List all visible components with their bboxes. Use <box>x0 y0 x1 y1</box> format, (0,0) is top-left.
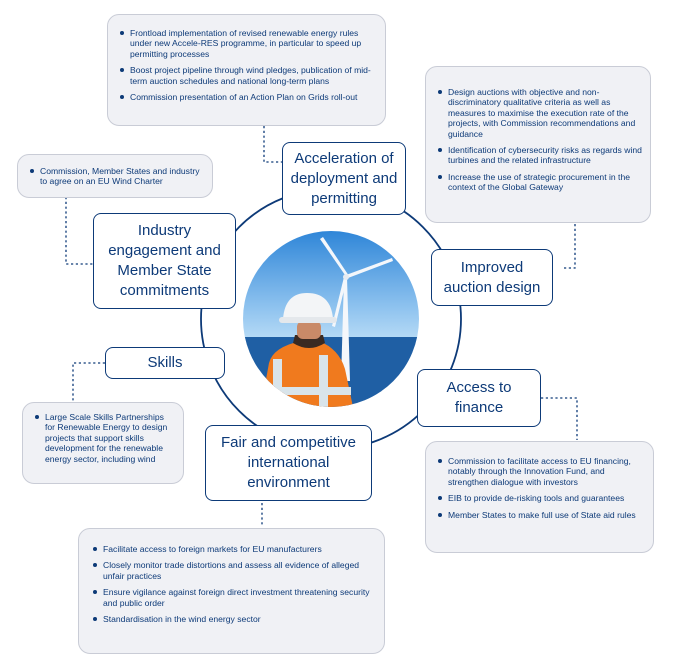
list-item: Commission, Member States and industry to agree on an EU Wind Charter <box>30 166 204 187</box>
list-item: Boost project pipeline through wind pledges, publication of mid-term auction schedules and national long-term plans <box>120 65 375 86</box>
connector-skills <box>73 363 105 402</box>
list-item: Frontload implementation of revised renewable energy rules under new Accele-RES programme, in particular to speed up permitting processes <box>120 28 375 59</box>
list-item: Facilitate access to foreign markets for EU manufacturers <box>93 544 374 554</box>
pillar-industry <box>93 213 236 309</box>
pillar-skills-label: Skills <box>147 354 183 371</box>
pillar-international <box>205 425 372 501</box>
list-item: Commission presentation of an Action Plan on Grids roll-out <box>120 92 375 102</box>
list-item: Member States to make full use of State aid rules <box>438 510 645 520</box>
list-item: Identification of cybersecurity risks as regards wind turbines and the related infrastructure <box>438 145 642 166</box>
pillar-acceleration <box>282 142 406 215</box>
list-item: Closely monitor trade distortions and assess all evidence of alleged unfair practices <box>93 560 374 581</box>
pillar-international-label: Fair and competitive international environment <box>220 434 357 491</box>
box-auction <box>425 66 651 223</box>
list-item: EIB to provide de-risking tools and guarantees <box>438 493 645 503</box>
connector-finance <box>541 398 577 440</box>
pillar-auction-label: Improved auction design <box>443 258 541 296</box>
connector-auction <box>563 224 575 268</box>
list-item: Increase the use of strategic procurement in the context of the Global Gateway <box>438 172 642 193</box>
list-item: Standardisation in the wind energy sector <box>93 614 374 624</box>
list-item: Ensure vigilance against foreign direct investment threatening security and public order <box>93 587 374 608</box>
pillar-acceleration-label: Acceleration of deployment and permitting <box>290 149 398 207</box>
box-skills <box>22 402 184 484</box>
list-item: Large Scale Skills Partnerships for Renewable Energy to design projects that support skills development for the renewable energy sector, including wind <box>35 412 175 464</box>
list-item: Design auctions with objective and non-discriminatory qualitative criteria as well as measures to maximise the execution rate of the projects, with Commission recommendations and guidance <box>438 87 642 139</box>
box-industry <box>17 154 213 198</box>
wind-turbine-worker-photo <box>243 231 419 407</box>
pillar-skills <box>105 347 225 379</box>
list-item: Commission to facilitate access to EU financing, notably through the Innovation Fund, and strengthen dialogue with investors <box>438 456 645 487</box>
connector-acceleration <box>264 126 282 162</box>
pillar-auction <box>431 249 553 306</box>
box-finance <box>425 441 654 553</box>
pillar-industry-label: Industry engagement and Member State commitments <box>108 222 221 299</box>
box-international <box>78 528 385 654</box>
connector-industry <box>66 197 93 264</box>
pillar-finance <box>417 369 541 427</box>
pillar-finance-label: Access to finance <box>446 379 512 416</box>
box-acceleration <box>107 14 386 126</box>
